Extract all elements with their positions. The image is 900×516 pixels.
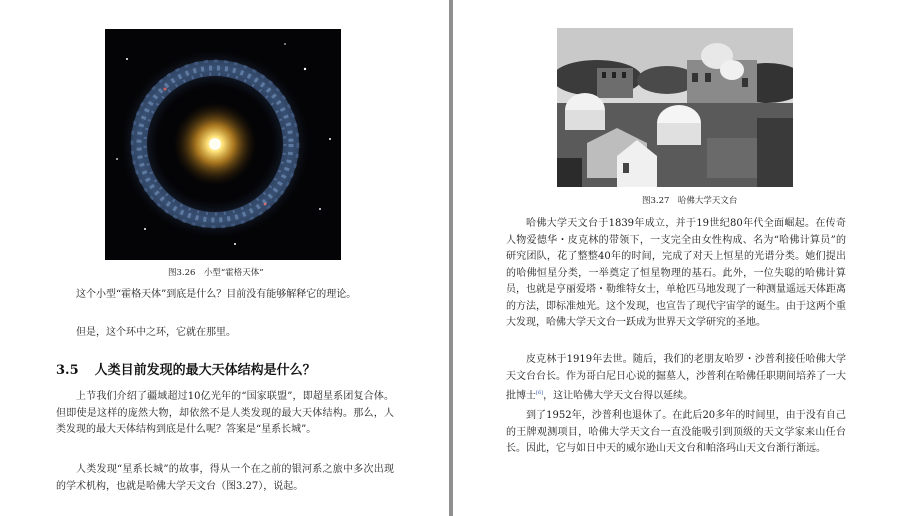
paragraph: 但是，这个环中之环，它就在那里。 (76, 327, 236, 338)
paragraph: 这个小型“霍格天体”到底是什么？目前没有能够解释它的理论。 (76, 289, 357, 300)
footnote-marker[interactable]: [6] (536, 390, 544, 396)
right-page (453, 0, 900, 516)
paragraph: 人类发现“星系长城”的故事，得从一个在之前的银河系之旅中多次出现的学术机构，也就是哈佛大学天文台（图3.27），说起。 (56, 464, 394, 492)
harvard-observatory-image (557, 28, 793, 187)
paragraph-text: ，这让哈佛大学天文台得以延续。 (543, 390, 694, 402)
section-title: 人类目前发现的最大天体结构是什么？ (94, 363, 316, 378)
hoags-object-image (105, 29, 341, 260)
figure-caption: 图3.26 小型“霍格天体” (168, 268, 264, 278)
left-page (0, 0, 449, 516)
hoags-object-photo (105, 29, 341, 260)
paragraph (506, 352, 846, 405)
paragraph-text: 皮克林于1919年去世。随后，我们的老朋友哈罗・沙普利接任哈佛大学天文台台长。作为哥白尼日心说的掘墓人，沙普利在哈佛任职期间培养了一大批博士 (506, 354, 846, 402)
section-heading (56, 359, 316, 378)
figure-caption: 图3.27 哈佛大学天文台 (642, 196, 738, 206)
harvard-observatory-photo (557, 28, 793, 187)
paragraph: 上节我们介绍了疆域超过10亿光年的“国家联盟”，即超星系团复合体。但即使是这样的庞然大物，却依然不是人类发现的最大天体结构。那么，人类发现的最大天体结构到底是什么呢？答案是“星系长城”。 (56, 391, 394, 435)
section-number: 3.5 (56, 363, 79, 378)
paragraph: 到了1952年，沙普利也退休了。在此后20多年的时间里，由于没有自己的王牌观测项目，哈佛大学天文台一直没能吸引到顶级的天文学家来山任台长。因此，它与如日中天的威尔逊山天文台和帕洛玛山天文台渐行渐远。 (506, 410, 846, 454)
paragraph: 哈佛大学天文台于1839年成立，并于19世纪80年代全面崛起。在传奇人物爱德华・皮克林的带领下，一支完全由女性构成、名为“哈佛计算员”的研究团队，花了整整40年的时间，完成了对天上恒星的光谱分类。她们提出的哈佛恒星分类，一举奠定了恒星物理的基石。此外，一位失聪的哈佛计算员，也就是亨丽爱塔・勒维特女士，单枪匹马地发现了一种测量遥远天体距离的方法，即标准烛光。这个发现，也宣告了现代宇宙学的诞生。由于这两个重大发现，哈佛大学天文台一跃成为世界天文学研究的圣地。 (506, 218, 846, 328)
